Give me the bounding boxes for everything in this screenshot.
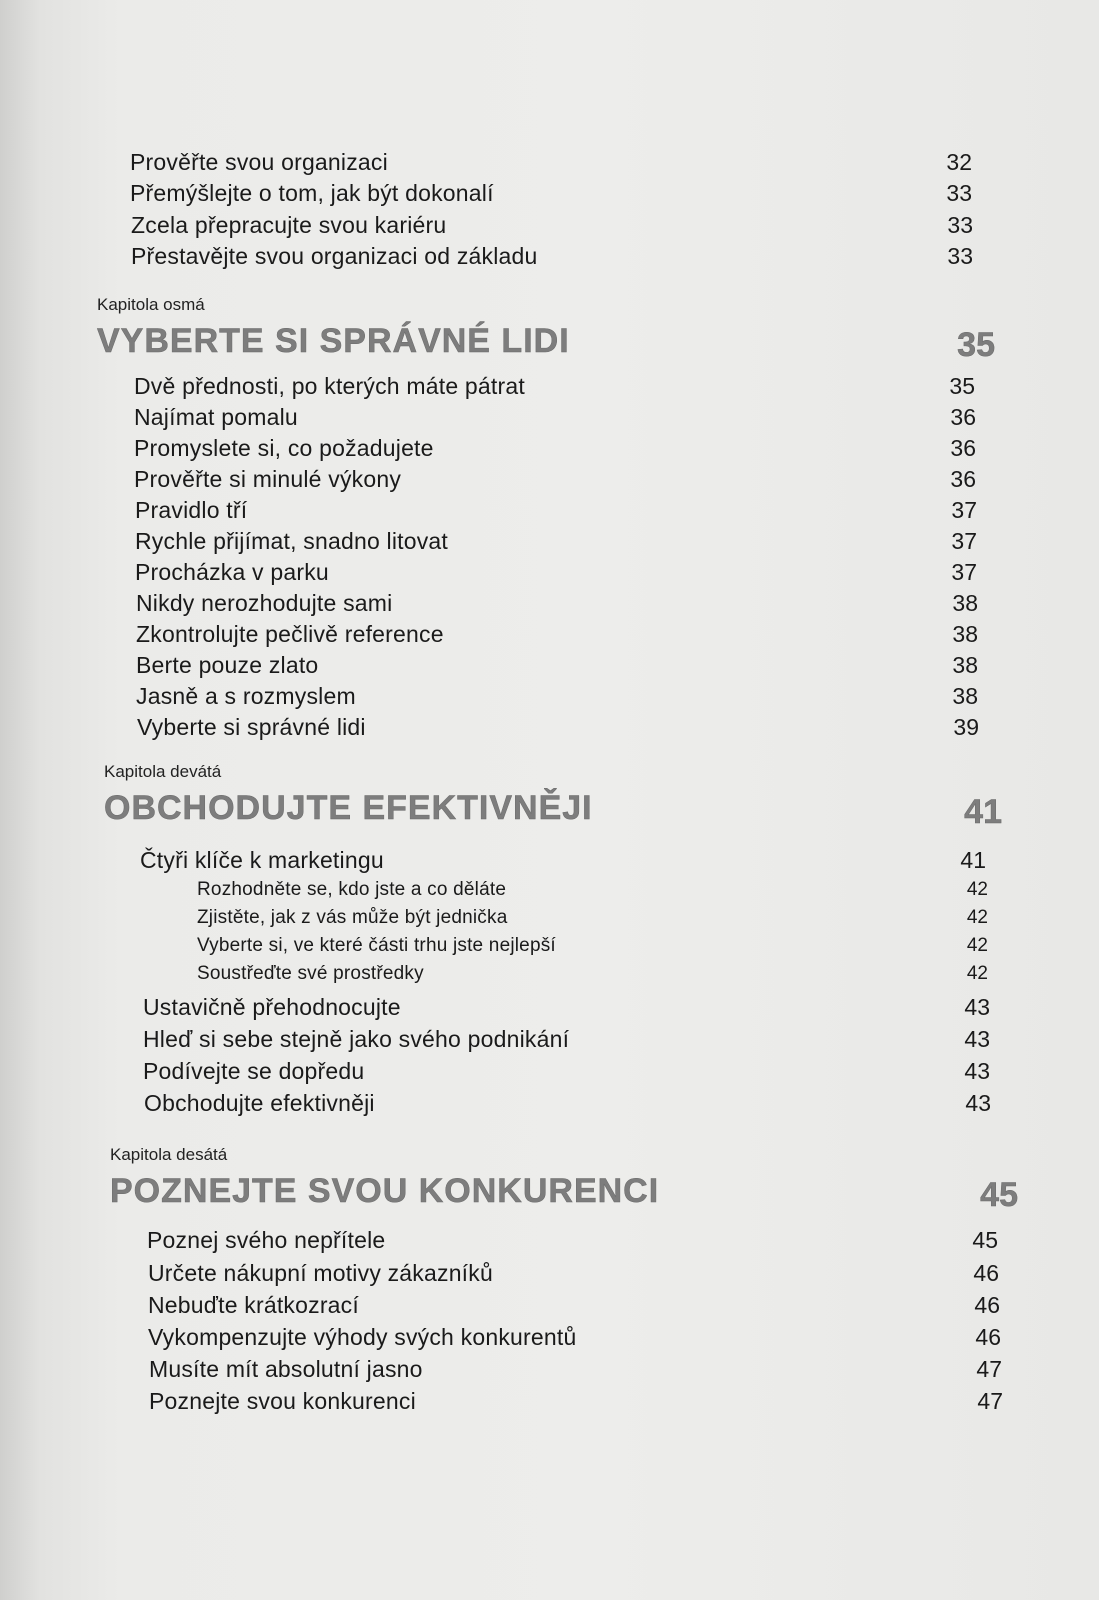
toc-entry[interactable]: [0, 587, 1099, 619]
toc-entry[interactable]: [0, 649, 1099, 681]
toc-entry-page: 43: [965, 1090, 991, 1116]
toc-entry-title: Zcela přepracujte svou kariéru: [131, 212, 447, 238]
toc-entry-page: 42: [966, 907, 988, 928]
toc-entry[interactable]: [0, 1257, 1099, 1289]
toc-entry[interactable]: [0, 463, 1099, 495]
toc-entry-page: 42: [966, 963, 988, 984]
toc-entry-title: Zkontrolujte pečlivě reference: [136, 621, 444, 647]
toc-entry-title: Poznej svého nepřítele: [147, 1227, 386, 1253]
toc-entry-title: Najímat pomalu: [134, 404, 298, 430]
chapter-page: 41: [964, 793, 1002, 831]
toc-entry[interactable]: [0, 991, 1099, 1023]
toc-entry[interactable]: [0, 1289, 1099, 1321]
toc-entry-title: Berte pouze zlato: [136, 652, 319, 678]
toc-entry-page: 38: [952, 621, 978, 647]
toc-entry-title: Promyslete si, co požadujete: [134, 435, 434, 461]
toc-entry-title: Vykompenzujte výhody svých konkurentů: [148, 1324, 577, 1350]
toc-entry-page: 39: [953, 714, 979, 740]
toc-entry[interactable]: [0, 556, 1099, 588]
toc-entry-page: 43: [964, 1026, 990, 1052]
toc-subentry[interactable]: [0, 960, 1099, 992]
toc-entry-page: 38: [952, 683, 978, 709]
toc-entry-page: 33: [946, 180, 972, 206]
toc-entry-title: Dvě přednosti, po kterých máte pátrat: [134, 373, 525, 399]
toc-entry-title: Přemýšlejte o tom, jak být dokonalí: [130, 180, 494, 206]
toc-entry-title: Nikdy nerozhodujte sami: [136, 590, 393, 616]
toc-entry[interactable]: [0, 711, 1099, 743]
toc-entry-page: 43: [964, 994, 990, 1020]
chapter-label: Kapitola osmá: [97, 295, 205, 314]
toc-entry-page: 46: [973, 1260, 999, 1286]
toc-entry[interactable]: [0, 240, 1099, 272]
toc-entry-page: 47: [976, 1356, 1002, 1382]
toc-entry[interactable]: [0, 1055, 1099, 1087]
chapter-title[interactable]: VYBERTE SI SPRÁVNÉ LIDI: [97, 322, 570, 360]
toc-entry-title: Pravidlo tří: [135, 497, 248, 523]
toc-entry-title: Rozhodněte se, kdo jste a co děláte: [197, 879, 507, 900]
chapter-label: Kapitola devátá: [104, 762, 222, 781]
toc-entry-page: 42: [966, 935, 988, 956]
toc-entry-title: Poznejte svou konkurenci: [149, 1388, 416, 1414]
toc-entry-page: 41: [960, 847, 986, 873]
toc-entry[interactable]: [0, 1385, 1099, 1417]
toc-entry[interactable]: [0, 401, 1099, 433]
toc-entry-page: 42: [966, 879, 988, 900]
toc-entry-page: 32: [946, 149, 972, 175]
toc-entry-page: 47: [977, 1388, 1003, 1414]
chapter-label: Kapitola desátá: [110, 1145, 228, 1164]
toc-entry[interactable]: [0, 1087, 1099, 1119]
toc-entry[interactable]: [0, 1321, 1099, 1353]
toc-entry-page: 37: [951, 528, 977, 554]
toc-entry-title: Soustřeďte své prostředky: [197, 963, 424, 984]
toc-entry-page: 46: [975, 1324, 1001, 1350]
toc-entry-title: Hleď si sebe stejně jako svého podnikání: [143, 1026, 570, 1052]
toc-entry-page: 37: [951, 559, 977, 585]
toc-entry-page: 45: [972, 1227, 998, 1253]
toc-entry[interactable]: [0, 844, 1099, 876]
toc-entry[interactable]: [0, 525, 1099, 557]
toc-entry-title: Rychle přijímat, snadno litovat: [135, 528, 449, 554]
toc-entry[interactable]: [0, 209, 1099, 241]
chapter-page: 45: [980, 1176, 1018, 1214]
toc-entry-title: Jasně a s rozmyslem: [136, 683, 356, 709]
toc-entry[interactable]: [0, 1224, 1099, 1256]
toc-entry[interactable]: [0, 618, 1099, 650]
toc-entry-page: 36: [950, 466, 976, 492]
toc-entry[interactable]: [0, 370, 1099, 402]
chapter-title[interactable]: POZNEJTE SVOU KONKURENCI: [110, 1172, 660, 1210]
toc-entry-page: 33: [947, 212, 973, 238]
toc-entry-page: 35: [949, 373, 975, 399]
toc-entry-title: Zjistěte, jak z vás může být jednička: [197, 907, 508, 928]
toc-entry-page: 33: [947, 243, 973, 269]
toc-entry-title: Určete nákupní motivy zákazníků: [148, 1260, 493, 1286]
toc-entry[interactable]: [0, 494, 1099, 526]
toc-entry-page: 46: [974, 1292, 1000, 1318]
toc-entry-title: Musíte mít absolutní jasno: [149, 1356, 423, 1382]
toc-entry-title: Procházka v parku: [135, 559, 329, 585]
toc-entry-title: Podívejte se dopředu: [143, 1058, 365, 1084]
chapter-title[interactable]: OBCHODUJTE EFEKTIVNĚJI: [104, 789, 593, 827]
toc-entry[interactable]: [0, 680, 1099, 712]
toc-entry-page: 38: [952, 652, 978, 678]
chapter-page: 35: [957, 326, 995, 364]
toc-entry[interactable]: [0, 1353, 1099, 1385]
toc-entry-title: Čtyři klíče k marketingu: [140, 847, 384, 873]
toc-entry-title: Vyberte si správné lidi: [137, 714, 366, 740]
toc-entry-page: 37: [951, 497, 977, 523]
toc-entry-title: Přestavějte svou organizaci od základu: [131, 243, 538, 269]
toc-entry-title: Vyberte si, ve které části trhu jste nejlepší: [197, 935, 556, 956]
toc-entry-page: 36: [950, 435, 976, 461]
toc-entry[interactable]: [0, 146, 1099, 178]
toc-entry-title: Nebuďte krátkozrací: [148, 1292, 359, 1318]
toc-entry[interactable]: [0, 1023, 1099, 1055]
toc-entry[interactable]: [0, 177, 1099, 209]
toc-entry-title: Ustavičně přehodnocujte: [143, 994, 401, 1020]
toc-entry-page: 38: [952, 590, 978, 616]
toc-entry-page: 36: [950, 404, 976, 430]
toc-entry-page: 43: [964, 1058, 990, 1084]
toc-entry[interactable]: [0, 432, 1099, 464]
toc-entry-title: Prověřte si minulé výkony: [134, 466, 402, 492]
toc-entry-title: Prověřte svou organizaci: [130, 149, 388, 175]
toc-entry-title: Obchodujte efektivněji: [144, 1090, 375, 1116]
